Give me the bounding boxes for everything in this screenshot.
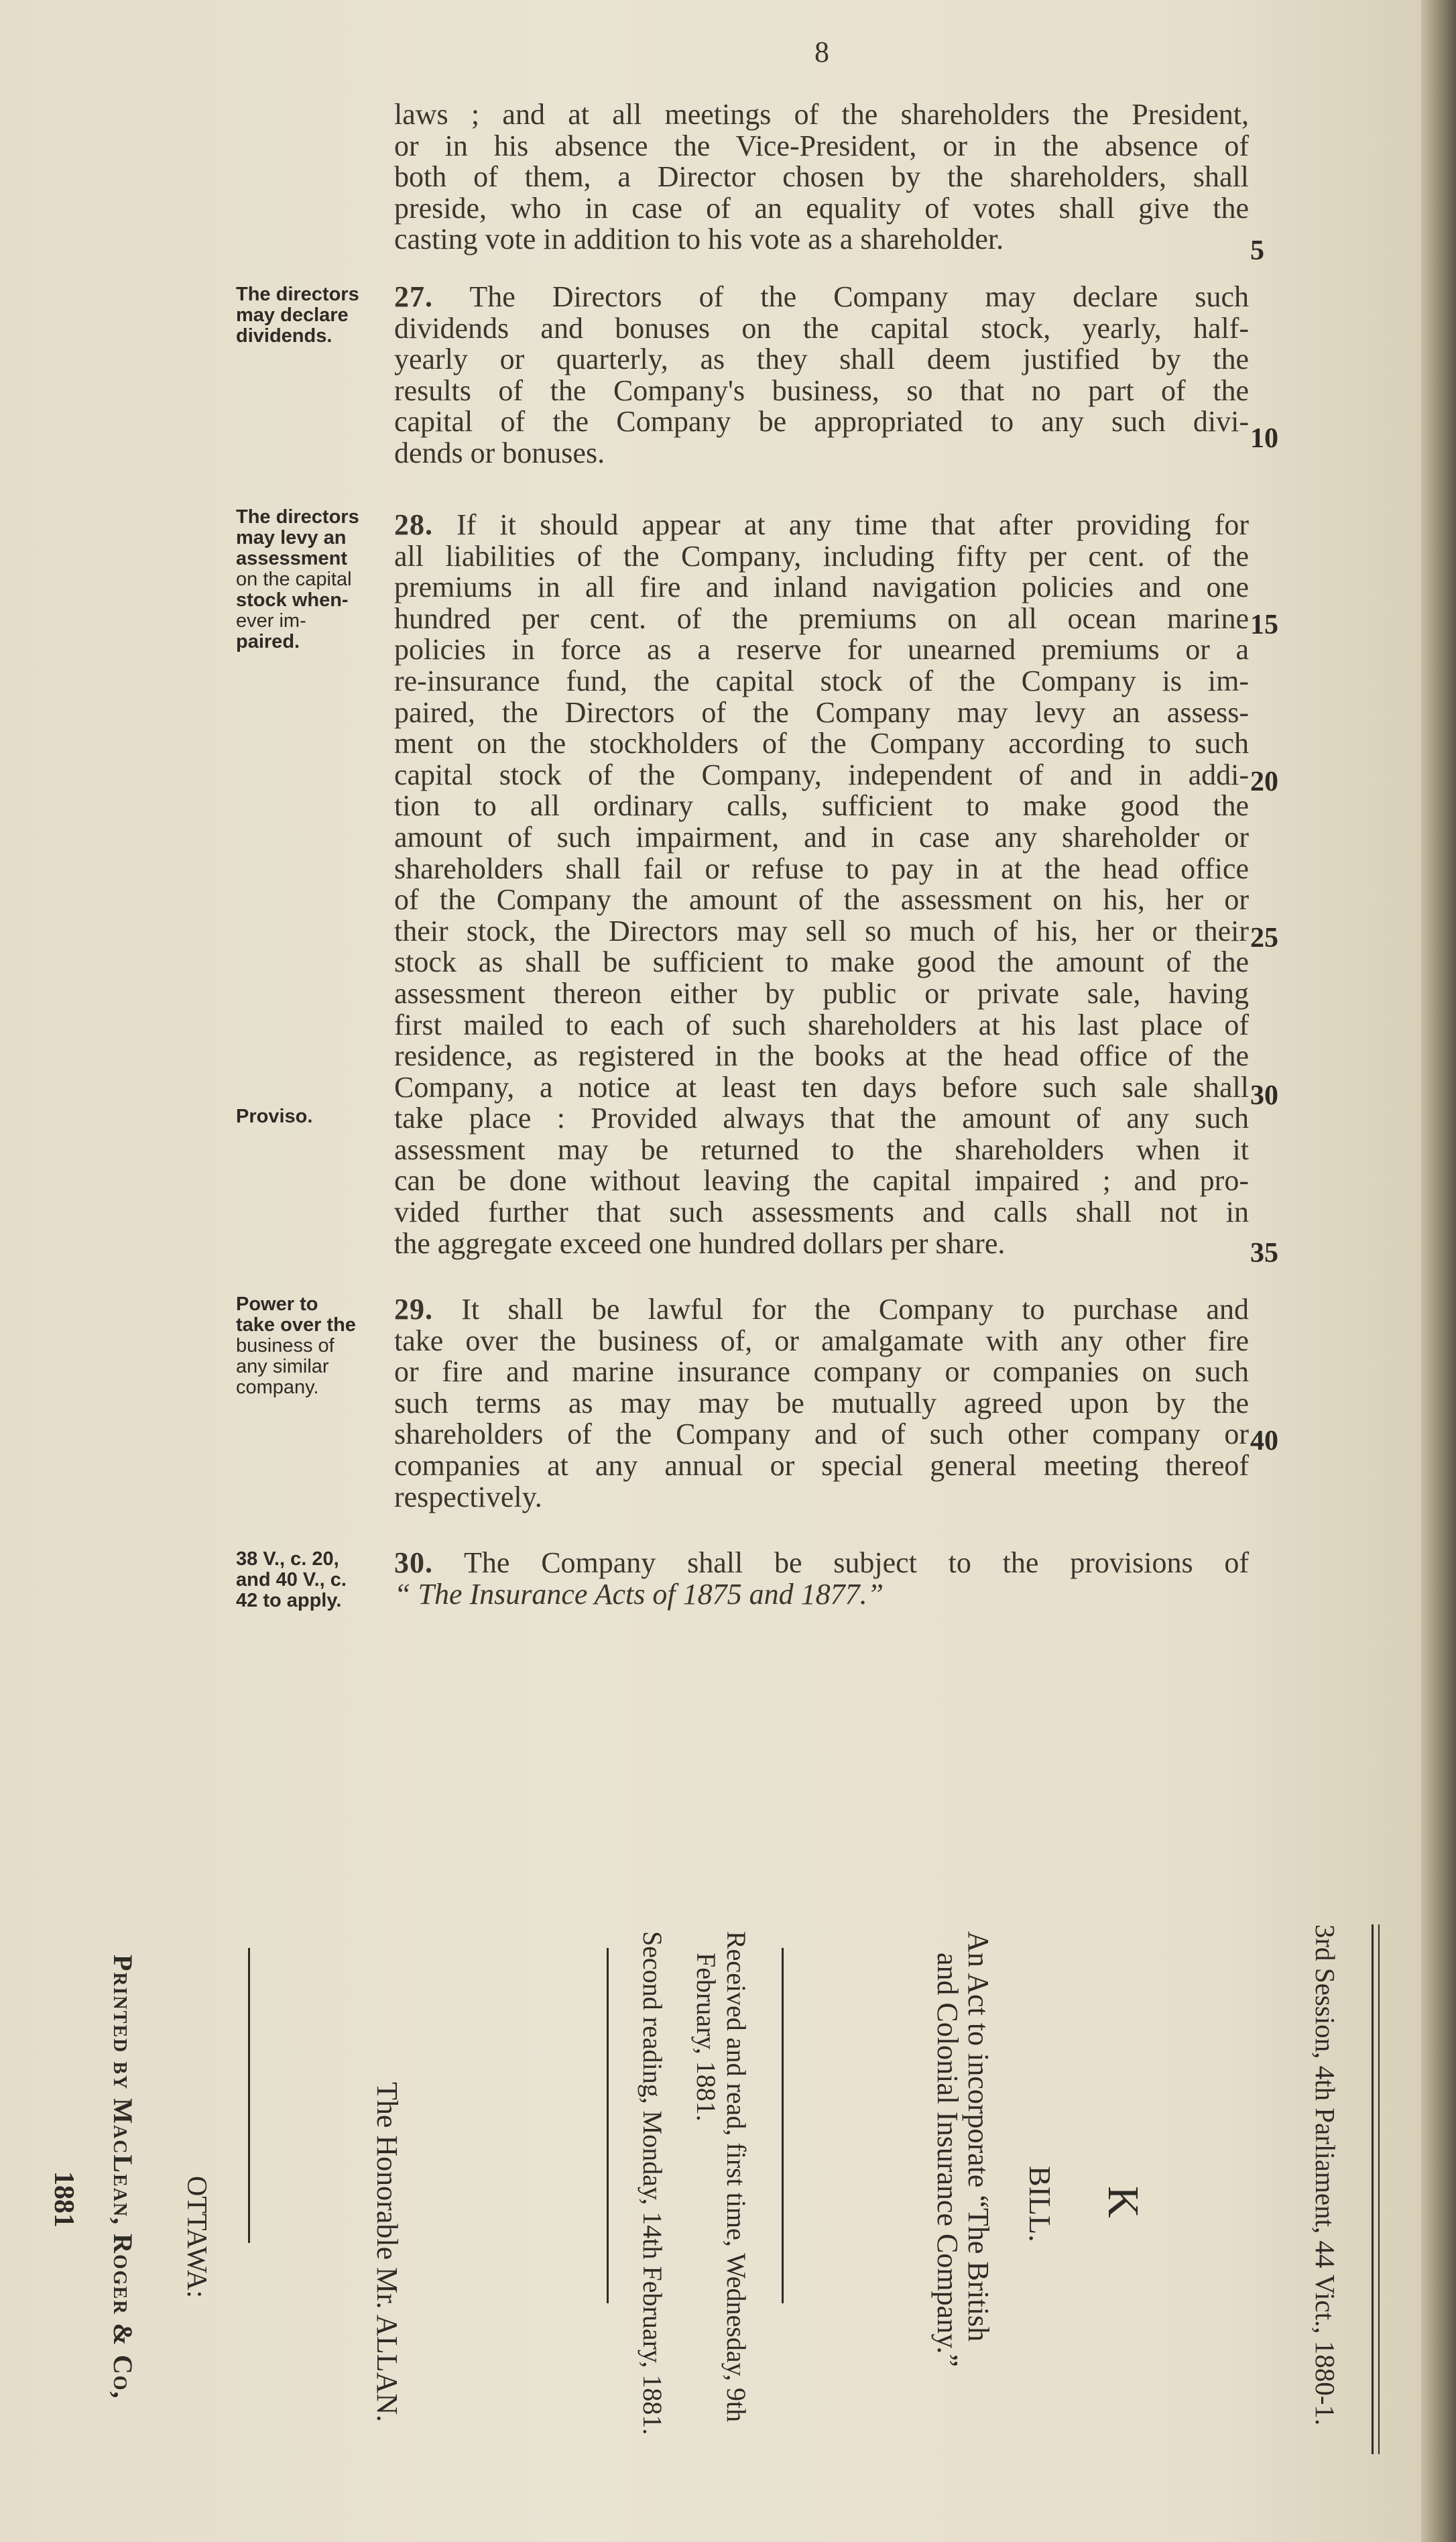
line-number: 40 [1250, 1426, 1278, 1456]
bill-title-1: An Act to incorporate “The British [962, 1931, 995, 2342]
line: or in his absence the Vice-President, or in the absence of [394, 129, 1249, 162]
section-number: 28. [394, 508, 433, 541]
line-number: 35 [1250, 1238, 1278, 1269]
line-number: 25 [1250, 923, 1278, 954]
bill-letter: K [1099, 2186, 1148, 2218]
margin-note-power: Power to take over the business of any similar company. [236, 1293, 356, 1398]
line: shareholders shall fail or refuse to pay in at the head office [394, 852, 1249, 885]
line: amount of such impairment, and in case any shareholder or [394, 820, 1249, 854]
line: tion to all ordinary calls, sufficient to make good the [394, 789, 1249, 823]
line-number: 15 [1250, 610, 1278, 640]
sponsor: The Honorable Mr. ALLAN. [371, 2082, 404, 2423]
margin-note-dividends: The directors may declare dividends. [236, 284, 359, 347]
line: “ The Insurance Acts of 1875 and 1877.” [394, 1577, 884, 1611]
section-29 [394, 1294, 1249, 1513]
line: vided further that such assessments and calls shall not in [394, 1196, 1249, 1229]
line: both of them, a Director chosen by the shareholders, shall [394, 160, 1249, 194]
line: capital stock of the Company, independent of and in addi- [394, 758, 1249, 791]
line: their stock, the Directors may sell so much of his, her or their [394, 914, 1249, 947]
imprint-printer: Printed by MacLean, Roger & Co, [108, 1955, 138, 2400]
first-reading-2: February, 1881. [691, 1953, 721, 2122]
line: can be done without leaving the capital impaired ; and pro- [394, 1164, 1249, 1198]
divider [782, 1948, 784, 2303]
line-number: 5 [1250, 235, 1264, 266]
line: assessment thereon either by public or private sale, having [394, 976, 1249, 1010]
first-reading-1: Received and read, first time, Wednesday, 9th [721, 1931, 751, 2423]
line: preside, who in case of an equality of votes shall give the [394, 191, 1249, 225]
line: companies at any annual or special general meeting thereof [394, 1448, 1249, 1482]
line: capital of the Company be appropriated to any such divi- [394, 405, 1249, 439]
divider [248, 1948, 250, 2243]
bill-title-2: and Colonial Insurance Company.” [931, 1953, 964, 2367]
divider [1378, 1924, 1380, 2454]
page-number: 8 [814, 36, 829, 68]
line-number: 30 [1250, 1080, 1278, 1111]
divider [1372, 1924, 1374, 2454]
imprint-year: 1881 [48, 2171, 79, 2228]
line: The Company shall be subject to the provisions of [464, 1546, 1249, 1579]
line: paired, the Directors of the Company may levy an assess- [394, 695, 1249, 729]
second-reading: Second reading, Monday, 14th February, 1881. [638, 1931, 668, 2435]
line: The Directors of the Company may declare such [469, 280, 1249, 313]
line: or fire and marine insurance company or companies on such [394, 1355, 1249, 1389]
section-30 [394, 1548, 1249, 1610]
line-number: 20 [1250, 766, 1278, 797]
line: such terms as may may be mutually agreed upon by the [394, 1386, 1249, 1420]
line: residence, as registered in the books at the head office of the [394, 1039, 1249, 1073]
line: assessment may be returned to the shareholders when it [394, 1133, 1249, 1166]
line: hundred per cent. of the premiums on all ocean marine [394, 601, 1249, 635]
line: yearly or quarterly, as they shall deem justified by the [394, 343, 1249, 376]
line: take place : Provided always that the amount of any such [394, 1102, 1249, 1135]
section-27 [394, 282, 1249, 469]
section-number: 29. [394, 1293, 433, 1326]
line: laws ; and at all meetings of the shareholders the President, [394, 98, 1249, 131]
doc-type: BILL. [1023, 2166, 1057, 2242]
section-number: 30. [394, 1546, 433, 1579]
section-number: 27. [394, 280, 433, 313]
line: re-insurance fund, the capital stock of the Company is im- [394, 664, 1249, 697]
line: stock as shall be sufficient to make good the amount of the [394, 945, 1249, 979]
line: ment on the stockholders of the Company according to such [394, 727, 1249, 760]
page-edge [1421, 0, 1456, 2542]
imprint-city: OTTAWA: [181, 2176, 212, 2299]
session-line: 3rd Session, 4th Parliament, 44 Vict., 1880-1. [1310, 1924, 1341, 2426]
margin-note-acts: 38 V., c. 20, and 40 V., c. 42 to apply. [236, 1548, 347, 1611]
line: Company, a notice at least ten days before such sale shall [394, 1070, 1249, 1104]
line-number: 10 [1250, 423, 1278, 454]
line: policies in force as a reserve for unearned premiums or a [394, 633, 1249, 667]
line: all liabilities of the Company, including fifty per cent. of the [394, 539, 1249, 573]
line: the aggregate exceed one hundred dollars per share. [394, 1226, 1006, 1260]
line: If it should appear at any time that after providing for [457, 508, 1249, 541]
line: first mailed to each of such shareholders at his last place of [394, 1008, 1249, 1041]
divider [607, 1948, 609, 2303]
line: of the Company the amount of the assessment on his, her or [394, 883, 1249, 917]
line: take over the business of, or amalgamate with any other fire [394, 1324, 1249, 1357]
line: shareholders of the Company and of such other company or [394, 1418, 1249, 1451]
section-28 [394, 510, 1249, 1259]
line: dends or bonuses. [394, 436, 605, 469]
margin-note-proviso: Proviso. [236, 1106, 313, 1127]
line: respectively. [394, 1480, 542, 1513]
section-26-continuation [394, 99, 1249, 255]
line: results of the Company's business, so that no part of the [394, 373, 1249, 407]
line: premiums in all fire and inland navigation policies and one [394, 571, 1249, 604]
line: It shall be lawful for the Company to purchase and [461, 1293, 1249, 1326]
margin-note-assessment: The directors may levy an assessment on the capital stock when- ever im- paired. [236, 506, 359, 652]
line: casting vote in addition to his vote as a shareholder. [394, 223, 1004, 256]
line: dividends and bonuses on the capital stock, yearly, half- [394, 311, 1249, 345]
